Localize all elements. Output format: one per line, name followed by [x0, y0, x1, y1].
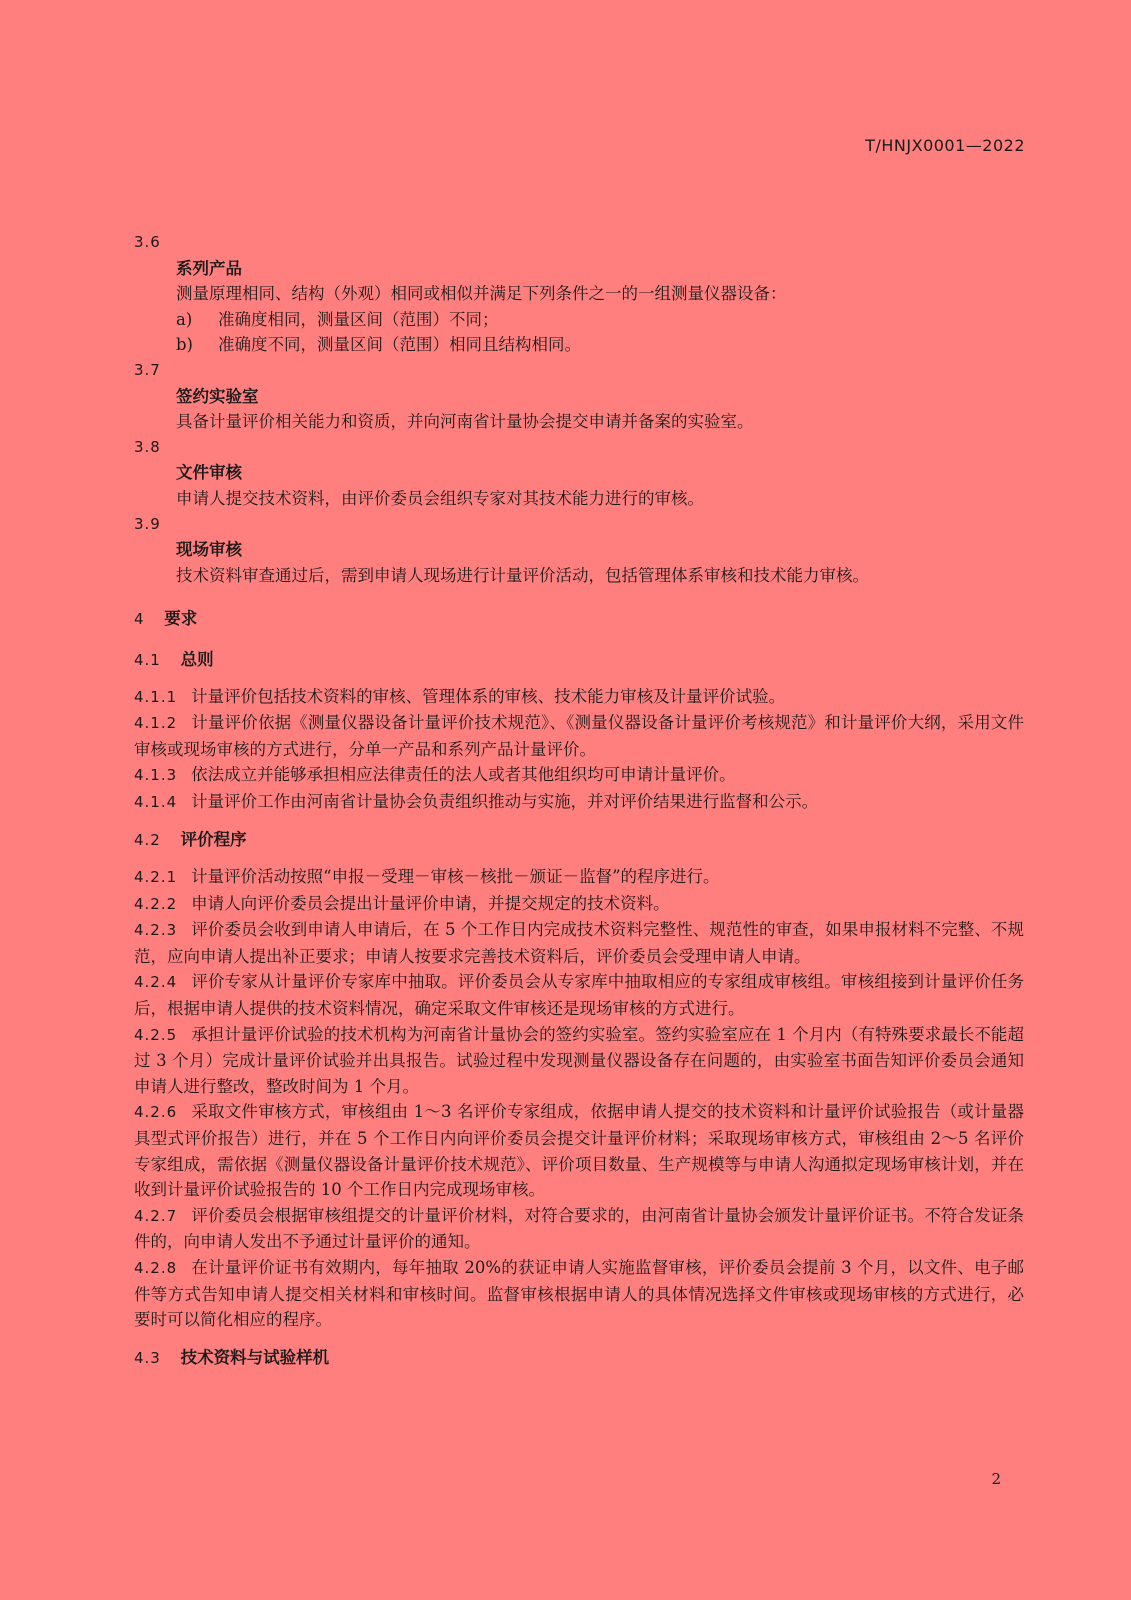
document-code: T/HNJX0001—2022 [865, 136, 1025, 155]
term-3-7 [134, 358, 1024, 435]
clause-number: 4.2.2 [134, 894, 178, 913]
term-3-6 [134, 230, 1024, 358]
clause-number: 4.1.1 [134, 687, 178, 706]
section-title: 要求 [164, 609, 198, 629]
clause-number: 4.2.7 [134, 1206, 178, 1225]
term-name: 现场审核 [176, 540, 242, 560]
clause-number: 4.2.3 [134, 921, 178, 940]
subsection-title: 总则 [180, 649, 214, 669]
term-number: 3.7 [134, 360, 161, 379]
list-item [176, 332, 1024, 358]
subsection-number: 4.3 [134, 1348, 161, 1367]
clause-4-1-2 [134, 710, 1024, 762]
clause-text: 评价专家从计量评价专家库中抽取。评价委员会从专家库中抽取相应的专家组成审核组。审核组接到计量评价任务后，根据申请人提供的技术资料情况，确定采取文件审核还是现场审核的方式进行。 [134, 972, 1024, 1019]
clause-number: 4.1.4 [134, 792, 178, 811]
clause-4-1-4 [134, 789, 1024, 816]
clause-text: 评价委员会收到申请人申请后，在 5 个工作日内完成技术资料完整性、规范性的审查，如果申报材料不完整、不规范，应向申请人提出补正要求；申请人按要求完善技术资料后，评价委员会受理申请人申请。 [134, 920, 1024, 966]
clause-number: 4.2.1 [134, 868, 178, 887]
term-number: 3.8 [134, 437, 161, 456]
clause-4-2-7 [134, 1203, 1024, 1255]
clause-number: 4.2.8 [134, 1258, 178, 1277]
clause-4-2-2 [134, 891, 1024, 918]
clause-text: 采取文件审核方式，审核组由 1～3 名评价专家组成，依据申请人提交的技术资料和计量评价试验报告（或计量器具型式评价报告）进行，并在 5 个工作日内向评价委员会提交计量评价材料；采取现场审核方式，审核组由 2～5 名评价专家组成，需依据《测量仪器设备计量评价技术规范》、评价项目数量、生产规模等与申请人沟通拟定现场审核计划，并在收到计量评价试验报告的 10 个工作日内完成现场审核。 [134, 1102, 1024, 1200]
term-definition: 技术资料审查通过后，需到申请人现场进行计量评价活动，包括管理体系审核和技术能力审核。 [176, 565, 869, 585]
clause-text: 申请人向评价委员会提出计量评价申请，并提交规定的技术资料。 [191, 893, 670, 913]
subsection-heading [134, 827, 1024, 854]
term-name: 文件审核 [176, 463, 242, 483]
term-name: 签约实验室 [176, 386, 259, 406]
subsection-heading [134, 1345, 1024, 1372]
subsection-heading [134, 647, 1024, 674]
subsection-number: 4.1 [134, 650, 161, 669]
term-definition: 测量原理相同、结构（外观）相同或相似并满足下列条件之一的一组测量仪器设备： [176, 284, 787, 304]
clause-4-2-3 [134, 917, 1024, 969]
clause-number: 4.1.2 [134, 714, 178, 733]
clause-4-2-1 [134, 864, 1024, 891]
clause-text: 在计量评价证书有效期内，每年抽取 20%的获证申请人实施监督审核，评价委员会提前 3 个月，以文件、电子邮件等方式告知申请人提交相关材料和审核时间。监督审核根据申请人的具体情况选择文件审核或现场审核的方式进行，必要时可以简化相应的程序。 [134, 1257, 1025, 1330]
clause-4-2-8 [134, 1255, 1024, 1333]
term-number: 3.6 [134, 233, 161, 251]
page-number: 2 [991, 1470, 1001, 1488]
clause-text: 计量评价依据《测量仪器设备计量评价技术规范》、《测量仪器设备计量评价考核规范》和计量评价大纲，采用文件审核或现场审核的方式进行，分单一产品和系列产品计量评价。 [134, 713, 1024, 759]
clause-4-1-3 [134, 762, 1024, 789]
list-item [176, 307, 1024, 333]
clause-text: 计量评价包括技术资料的审核、管理体系的审核、技术能力审核及计量评价试验。 [191, 686, 786, 706]
list-marker: a) [176, 309, 193, 329]
list-text: 准确度相同，测量区间（范围）不同； [218, 309, 499, 329]
clause-number: 4.1.3 [134, 766, 178, 785]
list-marker: b) [176, 335, 193, 355]
clause-number: 4.2.4 [134, 973, 178, 992]
term-definition: 具备计量评价相关能力和资质，并向河南省计量协会提交申请并备案的实验室。 [176, 412, 754, 432]
list-text: 准确度不同，测量区间（范围）相同且结构相同。 [218, 335, 581, 355]
clause-4-1-1 [134, 684, 1024, 711]
clause-number: 4.2.5 [134, 1025, 178, 1044]
term-name: 系列产品 [176, 258, 242, 278]
section-number: 4 [134, 610, 145, 629]
clause-text: 计量评价活动按照“申报－受理－审核－核批－颁证－监督”的程序进行。 [191, 867, 720, 887]
term-3-9 [134, 512, 1024, 589]
clause-text: 承担计量评价试验的技术机构为河南省计量协会的签约实验室。签约实验室应在 1 个月内（有特殊要求最长不能超过 3 个月）完成计量评价试验并出具报告。试验过程中发现测量仪器设备存在问题的，由实验室书面告知评价委员会通知申请人进行整改，整改时间为 1 个月。 [134, 1024, 1024, 1096]
clause-text: 评价委员会根据审核组提交的计量评价材料，对符合要求的，由河南省计量协会颁发计量评价证书。不符合发证条件的，向申请人发出不予通过计量评价的通知。 [134, 1205, 1024, 1252]
clause-text: 计量评价工作由河南省计量协会负责组织推动与实施，并对评价结果进行监督和公示。 [191, 791, 819, 811]
clause-text: 依法成立并能够承担相应法律责任的法人或者其他组织均可申请计量评价。 [191, 765, 736, 785]
term-definition: 申请人提交技术资料，由评价委员会组织专家对其技术能力进行的审核。 [176, 488, 704, 508]
clause-4-2-6 [134, 1099, 1024, 1202]
clause-4-2-4 [134, 969, 1024, 1021]
subsection-number: 4.2 [134, 831, 161, 850]
subsection-title: 技术资料与试验样机 [180, 1347, 330, 1367]
term-3-8 [134, 435, 1024, 512]
subsection-title: 评价程序 [180, 830, 247, 850]
term-number: 3.9 [134, 514, 161, 533]
section-heading [134, 606, 1024, 633]
document-body [134, 230, 1024, 1381]
clause-number: 4.2.6 [134, 1103, 178, 1122]
clause-4-2-5 [134, 1022, 1024, 1100]
